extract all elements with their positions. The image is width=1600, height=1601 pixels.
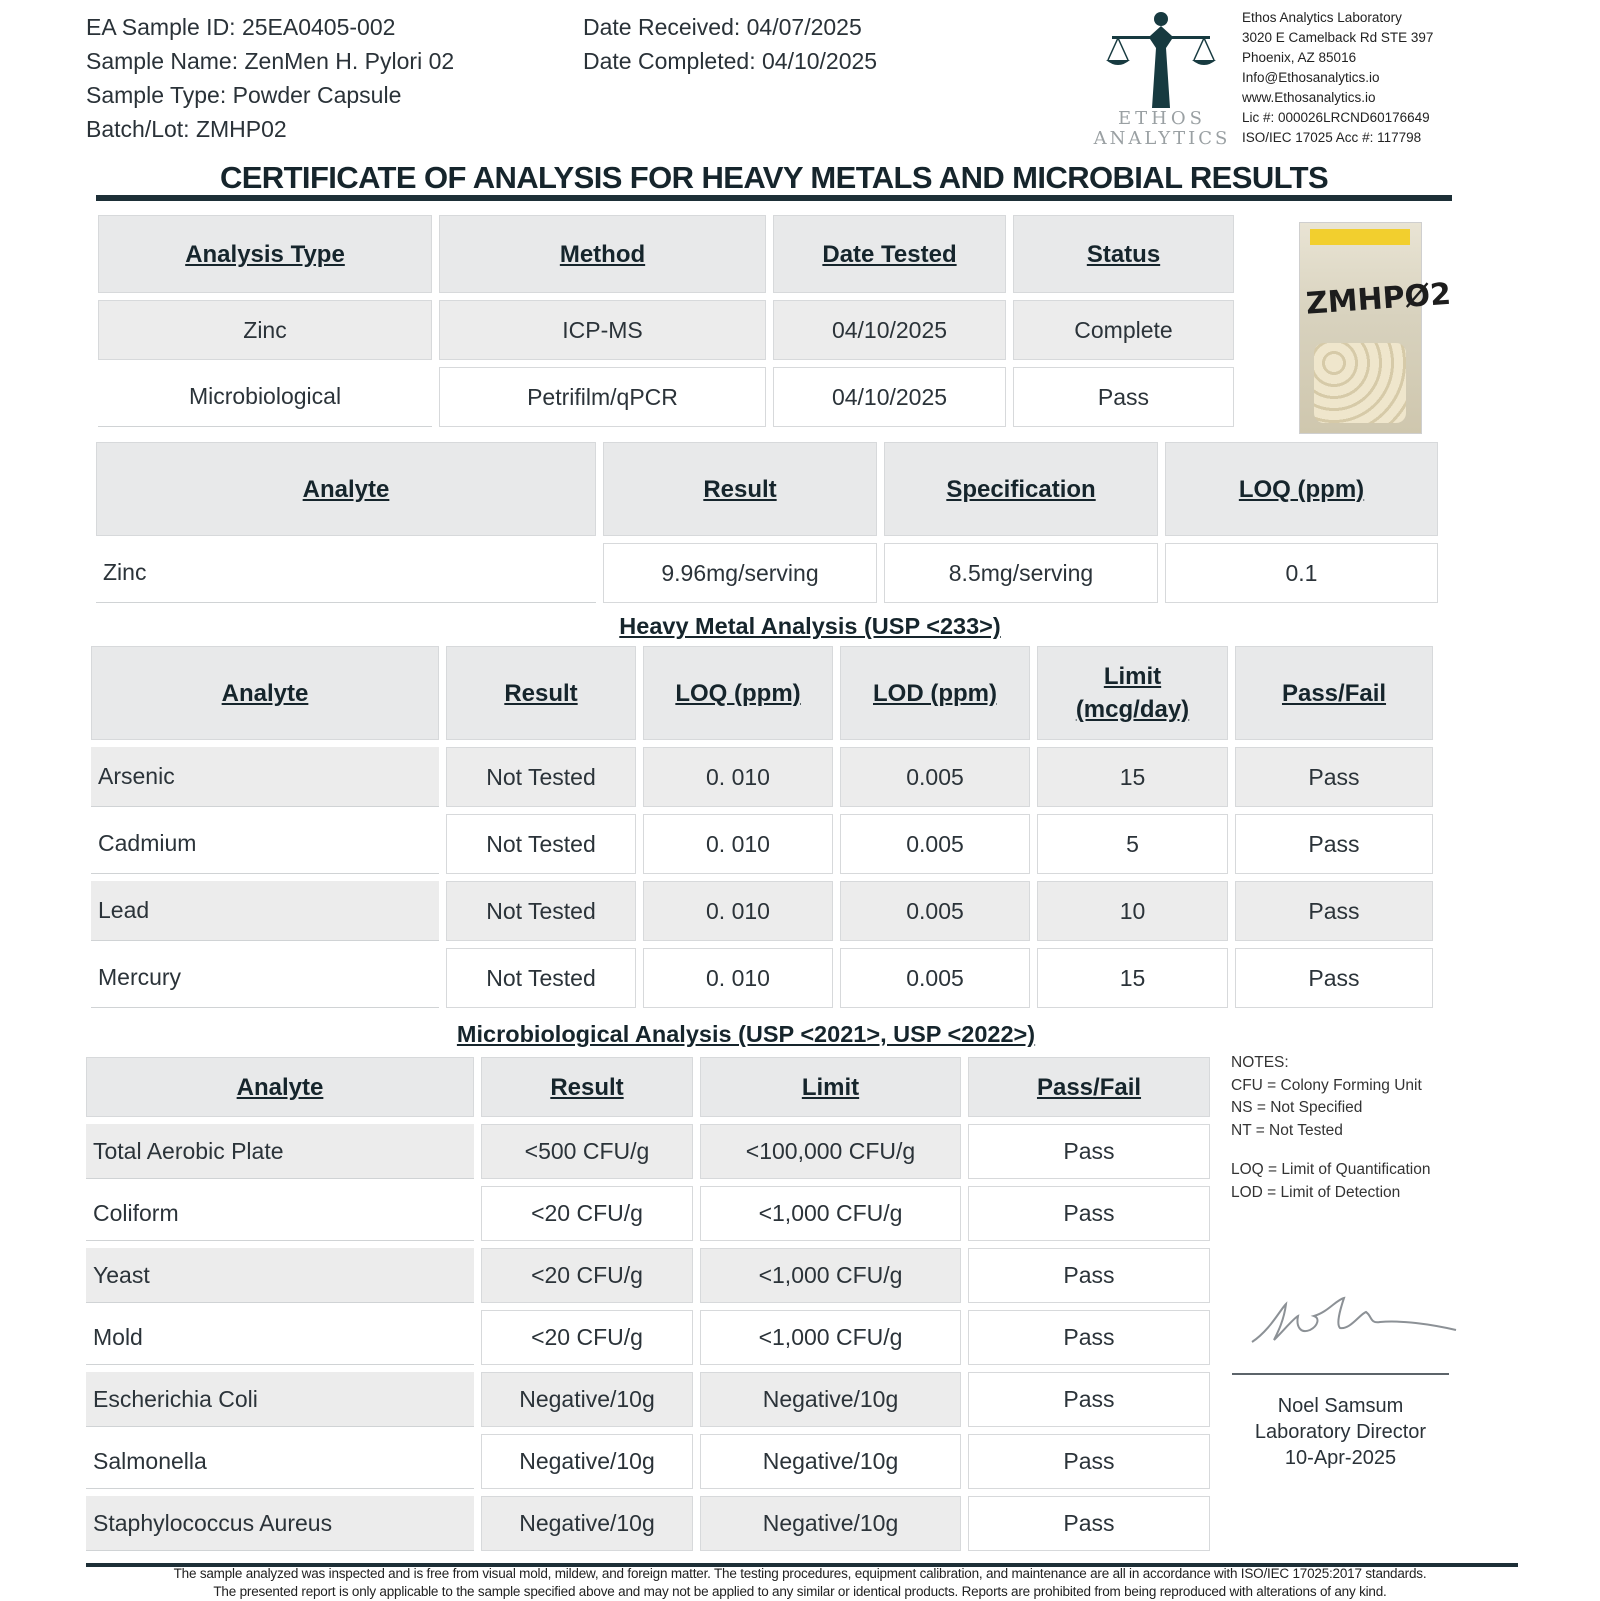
micro-title: Microbiological Analysis (USP <2021>, USP <2022>): [456, 1021, 1036, 1047]
hm-cell: 0. 010: [643, 814, 833, 874]
hm-header-lod: LOD (ppm): [840, 646, 1030, 740]
micro-cell: <1,000 CFU/g: [700, 1186, 961, 1241]
micro-cell: <20 CFU/g: [481, 1248, 693, 1303]
micro-cell: <20 CFU/g: [481, 1310, 693, 1365]
title-divider: [96, 195, 1452, 201]
hm-header-result: Result: [446, 646, 636, 740]
hm-header-analyte: Analyte: [91, 646, 439, 740]
micro-cell: <1,000 CFU/g: [700, 1248, 961, 1303]
micro-header-result: Result: [481, 1057, 693, 1117]
footer-disclaimer-2: The presented report is only applicable to the sample specified above and may not be applied to any similar or identical products. Reports are prohibited from being reproduced with alterations of any kind.: [213, 1584, 1387, 1599]
hm-cell: 0. 010: [643, 881, 833, 941]
dates-info: [583, 10, 877, 78]
hm-cell: 0.005: [840, 814, 1030, 874]
heavy-metal-title: Heavy Metal Analysis (USP <233>): [619, 613, 1001, 639]
hm-cell: 0. 010: [643, 747, 833, 807]
hm-cell: Pass: [1235, 881, 1433, 941]
hm-cell: 0.005: [840, 948, 1030, 1008]
analysis-cell: 04/10/2025: [773, 300, 1006, 360]
micro-cell: Total Aerobic Plate: [86, 1124, 474, 1179]
hm-cell: 0.005: [840, 747, 1030, 807]
micro-cell: <20 CFU/g: [481, 1186, 693, 1241]
analysis-header-status: Status: [1013, 215, 1234, 293]
sample-name: Sample Name: ZenMen H. Pylori 02: [86, 48, 455, 74]
ethos-logo: [1088, 8, 1236, 148]
lab-name: Ethos Analytics Laboratory: [1242, 10, 1402, 25]
lab-info: [1242, 8, 1433, 148]
micro-cell: Pass: [968, 1434, 1210, 1489]
signature-block: [1232, 1393, 1449, 1471]
zinc-header-loq: LOQ (ppm): [1165, 442, 1438, 536]
micro-cell: Pass: [968, 1248, 1210, 1303]
micro-cell: Negative/10g: [481, 1372, 693, 1427]
hm-cell: Not Tested: [446, 814, 636, 874]
analysis-cell: 04/10/2025: [773, 367, 1006, 427]
micro-cell: Salmonella: [86, 1434, 474, 1489]
signature-line: [1232, 1373, 1449, 1375]
product-tag: [1310, 229, 1410, 245]
sample-id: EA Sample ID: 25EA0405-002: [86, 14, 396, 40]
micro-cell: Negative/10g: [481, 1496, 693, 1551]
analysis-cell: Petrifilm/qPCR: [439, 367, 766, 427]
director-title: Laboratory Director: [1254, 1421, 1427, 1443]
hm-cell: Mercury: [91, 948, 439, 1008]
hm-cell: 15: [1037, 747, 1228, 807]
hm-cell: 10: [1037, 881, 1228, 941]
capsules-graphic: [1314, 343, 1406, 423]
analysis-cell: Complete: [1013, 300, 1234, 360]
micro-header-passfail: Pass/Fail: [968, 1057, 1210, 1117]
micro-cell: Negative/10g: [700, 1372, 961, 1427]
lab-license: Lic #: 000026LRCND60176649: [1242, 110, 1430, 125]
hm-cell: 0. 010: [643, 948, 833, 1008]
analysis-cell: Pass: [1013, 367, 1234, 427]
micro-header-limit: Limit: [700, 1057, 961, 1117]
logo-text-analytics: ANALYTICS: [1093, 128, 1231, 149]
micro-cell: Staphylococcus Aureus: [86, 1496, 474, 1551]
lab-address2: Phoenix, AZ 85016: [1242, 50, 1357, 65]
zinc-header-spec: Specification: [884, 442, 1158, 536]
micro-cell: Negative/10g: [700, 1496, 961, 1551]
analysis-cell: Microbiological: [98, 367, 432, 427]
lab-website: www.Ethosanalytics.io: [1242, 90, 1376, 105]
date-received: Date Received: 04/07/2025: [583, 14, 862, 40]
footer-disclaimer-1: The sample analyzed was inspected and is free from visual mold, mildew, and foreign matter. The testing procedures, equipment calibration, and maintenance are all in accordance with ISO/IEC 17025:2017 standards.: [173, 1566, 1427, 1581]
scales-of-justice-icon: [1088, 8, 1236, 110]
micro-cell: Pass: [968, 1310, 1210, 1365]
hm-cell: Cadmium: [91, 814, 439, 874]
logo-text-ethos: ETHOS: [1118, 108, 1206, 129]
zinc-cell: Zinc: [96, 543, 596, 603]
notes: [1231, 1052, 1430, 1204]
zinc-cell: 8.5mg/serving: [884, 543, 1158, 603]
notes-heading: NOTES:: [1231, 1054, 1289, 1071]
lab-email: Info@Ethosanalytics.io: [1242, 70, 1380, 85]
micro-cell: <100,000 CFU/g: [700, 1124, 961, 1179]
analysis-cell: Zinc: [98, 300, 432, 360]
zinc-cell: 0.1: [1165, 543, 1438, 603]
micro-cell: Pass: [968, 1372, 1210, 1427]
note-line: NS = Not Specified: [1231, 1099, 1363, 1116]
hm-header-loq: LOQ (ppm): [643, 646, 833, 740]
micro-cell: Pass: [968, 1496, 1210, 1551]
hm-cell: Not Tested: [446, 948, 636, 1008]
hm-cell: Not Tested: [446, 881, 636, 941]
hm-cell: Pass: [1235, 814, 1433, 874]
hm-cell: Lead: [91, 881, 439, 941]
hm-cell: Pass: [1235, 747, 1433, 807]
micro-header-analyte: Analyte: [86, 1057, 474, 1117]
hm-cell: 15: [1037, 948, 1228, 1008]
hm-header-limit: Limit (mcg/day): [1037, 646, 1228, 740]
note-line: NT = Not Tested: [1231, 1121, 1343, 1139]
hm-cell: Pass: [1235, 948, 1433, 1008]
micro-cell: Yeast: [86, 1248, 474, 1303]
hm-cell: Not Tested: [446, 747, 636, 807]
zinc-header-analyte: Analyte: [96, 442, 596, 536]
micro-cell: <500 CFU/g: [481, 1124, 693, 1179]
lab-accreditation: ISO/IEC 17025 Acc #: 117798: [1242, 130, 1422, 145]
analysis-header-type: Analysis Type: [98, 215, 432, 293]
note-line: CFU = Colony Forming Unit: [1231, 1076, 1422, 1094]
batch-lot: Batch/Lot: ZMHP02: [86, 116, 287, 142]
zinc-cell: 9.96mg/serving: [603, 543, 877, 603]
analysis-cell: ICP-MS: [439, 300, 766, 360]
note-line: LOD = Limit of Detection: [1231, 1183, 1401, 1201]
date-completed: Date Completed: 04/10/2025: [583, 48, 878, 74]
hm-cell: 0.005: [840, 881, 1030, 941]
micro-cell: Escherichia Coli: [86, 1372, 474, 1427]
micro-cell: Mold: [86, 1310, 474, 1365]
director-name: Noel Samsum: [1277, 1395, 1404, 1417]
sample-type: Sample Type: Powder Capsule: [86, 82, 402, 108]
product-image: [1299, 222, 1453, 434]
micro-cell: <1,000 CFU/g: [700, 1310, 961, 1365]
micro-cell: Negative/10g: [700, 1434, 961, 1489]
product-label: ZMHPØ2: [1304, 276, 1453, 322]
analysis-header-method: Method: [439, 215, 766, 293]
zinc-header-result: Result: [603, 442, 877, 536]
micro-cell: Pass: [968, 1124, 1210, 1179]
hm-header-passfail: Pass/Fail: [1235, 646, 1433, 740]
note-line: LOQ = Limit of Quantification: [1231, 1161, 1431, 1178]
hm-cell: 5: [1037, 814, 1228, 874]
signature-graphic: [1240, 1290, 1460, 1360]
analysis-header-date: Date Tested: [773, 215, 1006, 293]
micro-cell: Pass: [968, 1186, 1210, 1241]
hm-cell: Arsenic: [91, 747, 439, 807]
page-title: CERTIFICATE OF ANALYSIS FOR HEAVY METALS AND MICROBIAL RESULTS: [219, 160, 1329, 195]
micro-cell: Coliform: [86, 1186, 474, 1241]
lab-address1: 3020 E Camelback Rd STE 397: [1242, 30, 1434, 45]
sample-info: [86, 10, 454, 146]
micro-cell: Negative/10g: [481, 1434, 693, 1489]
signature-date: 10-Apr-2025: [1284, 1447, 1397, 1469]
